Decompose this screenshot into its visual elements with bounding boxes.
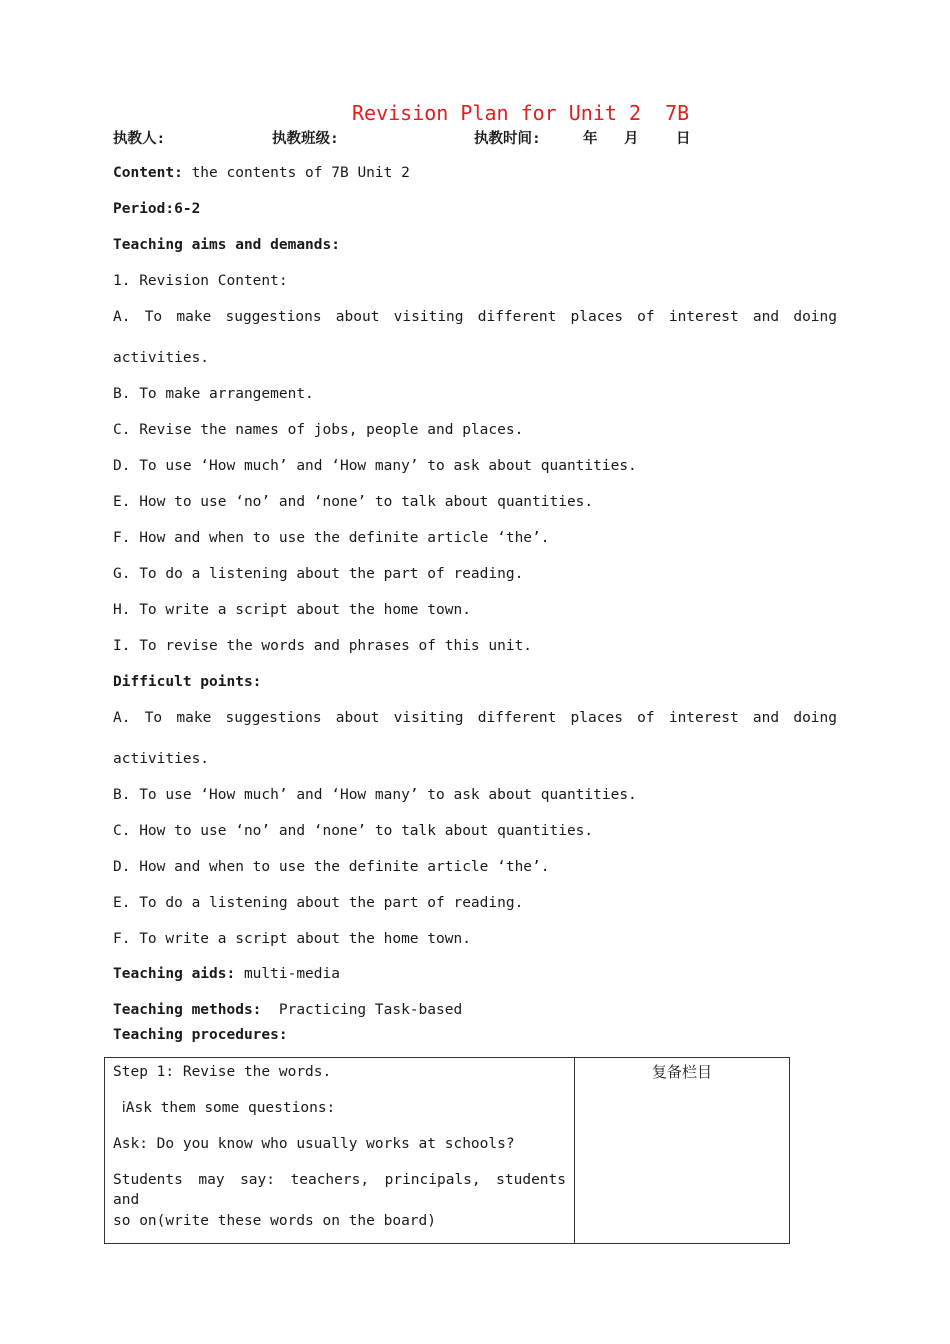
period-line: Period:6-2 [113, 201, 201, 217]
ask-intro: ⅰAsk them some questions: [113, 1100, 336, 1116]
aims-item: H. To write a script about the home town. [113, 602, 471, 618]
difficult-heading: Difficult points: [113, 674, 262, 690]
procedures-table [104, 1057, 790, 1244]
difficult-item: C. How to use ‘no’ and ‘none’ to talk about quantities. [113, 823, 594, 839]
page-title: Revision Plan for Unit 2 7B [352, 101, 690, 125]
step-heading: Step 1: Revise the words. [113, 1064, 332, 1080]
difficult-item: E. To do a listening about the part of reading. [113, 895, 524, 911]
aims-item: I. To revise the words and phrases of this unit. [113, 638, 533, 654]
aims-item: F. How and when to use the definite article ‘the’. [113, 530, 550, 546]
methods-value: Practicing Task-based [261, 1002, 463, 1018]
aids-value: multi-media [235, 966, 340, 982]
aims-item: B. To make arrangement. [113, 386, 314, 402]
content-value: the contents of 7B Unit 2 [182, 165, 410, 181]
question-line: Ask: Do you know who usually works at schools? [113, 1136, 515, 1152]
review-notes-header: 复备栏目 [651, 1063, 712, 1081]
aims-subheading: 1. Revision Content: [113, 273, 288, 289]
teacher-label: 执教人: [113, 131, 166, 147]
answer-line1: Students may say: teachers, principals, students and [113, 1172, 566, 1208]
aims-item-a-line1: A. To make suggestions about visiting different places of interest and doing [113, 309, 837, 325]
procedure-steps-cell [105, 1058, 575, 1244]
class-label: 执教班级: [272, 131, 339, 147]
aims-item-a-line2: activities. [113, 350, 210, 366]
day-label: 日 [676, 131, 691, 147]
aims-item: D. To use ‘How much’ and ‘How many’ to ask about quantities. [113, 458, 637, 474]
content-line [113, 163, 410, 183]
month-label: 月 [624, 131, 639, 147]
methods-line [113, 1000, 462, 1020]
procedures-heading: Teaching procedures: [113, 1027, 288, 1043]
difficult-item: B. To use ‘How much’ and ‘How many’ to ask about quantities. [113, 787, 637, 803]
aids-label: Teaching aids: [113, 966, 236, 982]
difficult-item: D. How and when to use the definite article ‘the’. [113, 859, 550, 875]
aims-item: E. How to use ‘no’ and ‘none’ to talk about quantities. [113, 494, 594, 510]
aims-item: G. To do a listening about the part of reading. [113, 566, 524, 582]
answer-line2: so on(write these words on the board) [113, 1213, 437, 1229]
difficult-item-a-line1: A. To make suggestions about visiting different places of interest and doing [113, 710, 837, 726]
difficult-item: F. To write a script about the home town. [113, 931, 471, 947]
difficult-item-a-line2: activities. [113, 751, 210, 767]
aids-line [113, 964, 340, 984]
review-notes-cell [575, 1058, 790, 1244]
methods-label: Teaching methods: [113, 1002, 262, 1018]
content-label: Content: [113, 165, 183, 181]
aims-heading: Teaching aims and demands: [113, 237, 340, 253]
aims-item: C. Revise the names of jobs, people and places. [113, 422, 524, 438]
time-label: 执教时间: [474, 131, 541, 147]
year-label: 年 [583, 131, 598, 147]
